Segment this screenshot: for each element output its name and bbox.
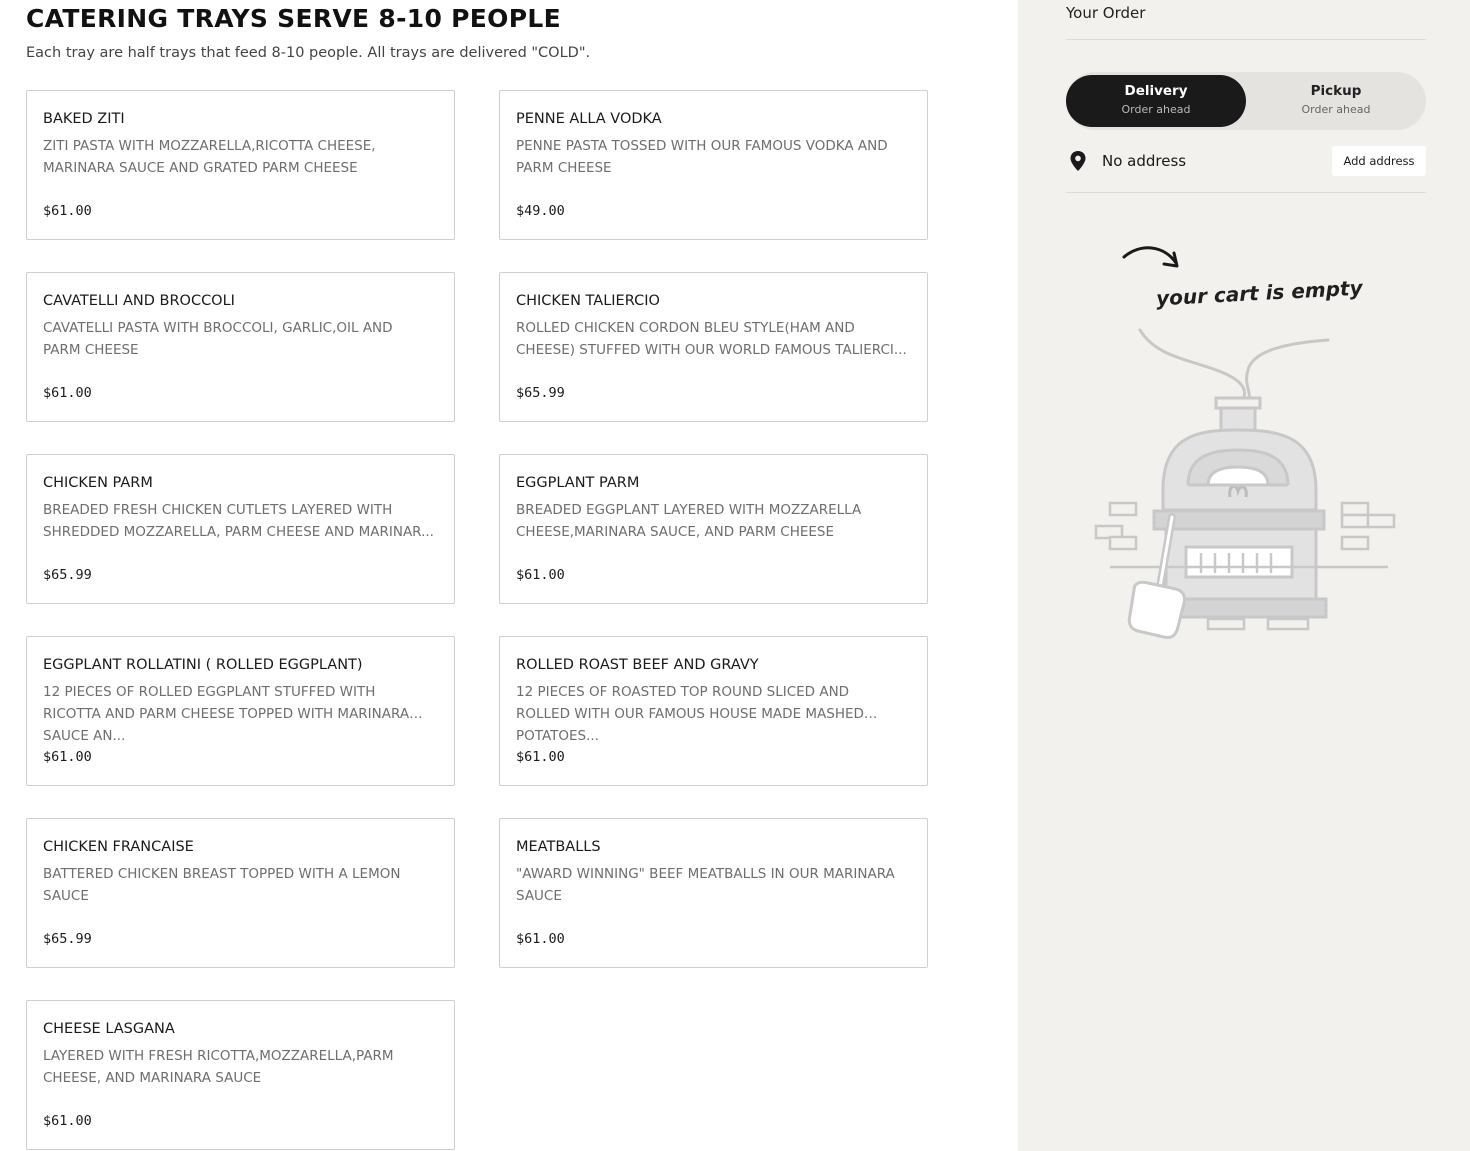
menu-item-card[interactable]: [499, 818, 928, 968]
menu-item-name: MEATBALLS: [516, 839, 601, 855]
order-title: Your Order: [1066, 4, 1146, 22]
menu-item-name: ROLLED ROAST BEEF AND GRAVY: [516, 657, 759, 673]
menu-item-card[interactable]: [26, 272, 455, 422]
menu-item-card[interactable]: [26, 90, 455, 240]
menu-item-description: 12 PIECES OF ROLLED EGGPLANT STUFFED WITH RICOTTA AND PARM CHEESE TOPPED WITH MARINARA SAUCE AN...: [43, 684, 410, 744]
order-sidebar: [1018, 0, 1470, 1151]
menu-item-price: $61.00: [516, 749, 565, 765]
menu-item-name: CAVATELLI AND BROCCOLI: [43, 293, 235, 309]
menu-item-card[interactable]: [499, 272, 928, 422]
menu-item-card[interactable]: [26, 454, 455, 604]
menu-item-card[interactable]: [499, 454, 928, 604]
menu-item-name: CHICKEN PARM: [43, 475, 153, 491]
menu-item-price: $65.99: [43, 931, 92, 947]
menu-item-price: $61.00: [43, 385, 92, 401]
menu-item-card[interactable]: [499, 636, 928, 786]
fulfillment-toggle: [1066, 72, 1426, 130]
menu-item-price: $61.00: [43, 203, 92, 219]
menu-item-description: BATTERED CHICKEN BREAST TOPPED WITH A LEMON SAUCE: [43, 866, 401, 904]
menu-item-name: CHICKEN FRANCAISE: [43, 839, 194, 855]
menu-item-description: LAYERED WITH FRESH RICOTTA,MOZZARELLA,PARM CHEESE, AND MARINARA SAUCE: [43, 1048, 394, 1086]
divider: [1066, 39, 1426, 40]
menu-item-price: $49.00: [516, 203, 565, 219]
menu-item-card[interactable]: [26, 636, 455, 786]
menu-item-price: $65.99: [516, 385, 565, 401]
menu-item-description: "AWARD WINNING" BEEF MEATBALLS IN OUR MARINARA SAUCE: [516, 866, 895, 904]
menu-item-name: CHICKEN TALIERCIO: [516, 293, 660, 309]
section-subtitle: Each tray are half trays that feed 8-10 people. All trays are delivered "COLD".: [26, 45, 591, 61]
menu-item-name: EGGPLANT PARM: [516, 475, 640, 491]
menu-item-name: PENNE ALLA VODKA: [516, 111, 662, 127]
menu-item-description: PENNE PASTA TOSSED WITH OUR FAMOUS VODKA AND PARM CHEESE: [516, 138, 888, 176]
menu-item-description: CAVATELLI PASTA WITH BROCCOLI, GARLIC,OIL AND PARM CHEESE: [43, 320, 393, 358]
empty-cart-text: your cart is empty: [1155, 275, 1364, 311]
location-pin-icon: [1068, 150, 1088, 172]
pickup-sublabel: Order ahead: [1301, 103, 1371, 116]
menu-item-price: $61.00: [43, 749, 92, 765]
menu-item-price: $65.99: [43, 567, 92, 583]
menu-item-description: 12 PIECES OF ROASTED TOP ROUND SLICED AND ROLLED WITH OUR FAMOUS HOUSE MADE MASHED POTATOES...: [516, 684, 864, 744]
menu-item-description: BREADED FRESH CHICKEN CUTLETS LAYERED WITH SHREDDED MOZZARELLA, PARM CHEESE AND MARINAR...: [43, 502, 434, 540]
menu-item-price: $61.00: [516, 567, 565, 583]
menu-item-card[interactable]: [26, 818, 455, 968]
pickup-label: Pickup: [1310, 83, 1362, 99]
menu-item-price: $61.00: [43, 1113, 92, 1129]
delivery-label: Delivery: [1124, 83, 1188, 99]
menu-item-name: CHEESE LASGANA: [43, 1021, 175, 1037]
menu-item-price: $61.00: [516, 931, 565, 947]
pickup-option[interactable]: [1246, 75, 1426, 127]
menu-item-description: BREADED EGGPLANT LAYERED WITH MOZZARELLA CHEESE,MARINARA SAUCE, AND PARM CHEESE: [516, 502, 862, 540]
menu-item-card[interactable]: [26, 1000, 455, 1150]
menu-item-description: ZITI PASTA WITH MOZZARELLA,RICOTTA CHEESE, MARINARA SAUCE AND GRATED PARM CHEESE: [43, 138, 376, 176]
address-status: No address: [1102, 152, 1187, 170]
delivery-option[interactable]: [1066, 75, 1246, 127]
menu-item-description: ROLLED CHICKEN CORDON BLEU STYLE(HAM AND CHEESE) STUFFED WITH OUR WORLD FAMOUS TALIERCI...: [516, 320, 907, 358]
section-title: CATERING TRAYS SERVE 8-10 PEOPLE: [26, 4, 561, 33]
menu-item-card[interactable]: [499, 90, 928, 240]
delivery-sublabel: Order ahead: [1121, 103, 1191, 116]
divider: [1066, 192, 1426, 193]
add-address-button[interactable]: Add address: [1332, 146, 1426, 176]
menu-item-name: EGGPLANT ROLLATINI ( ROLLED EGGPLANT): [43, 657, 363, 673]
menu-item-name: BAKED ZITI: [43, 111, 125, 127]
